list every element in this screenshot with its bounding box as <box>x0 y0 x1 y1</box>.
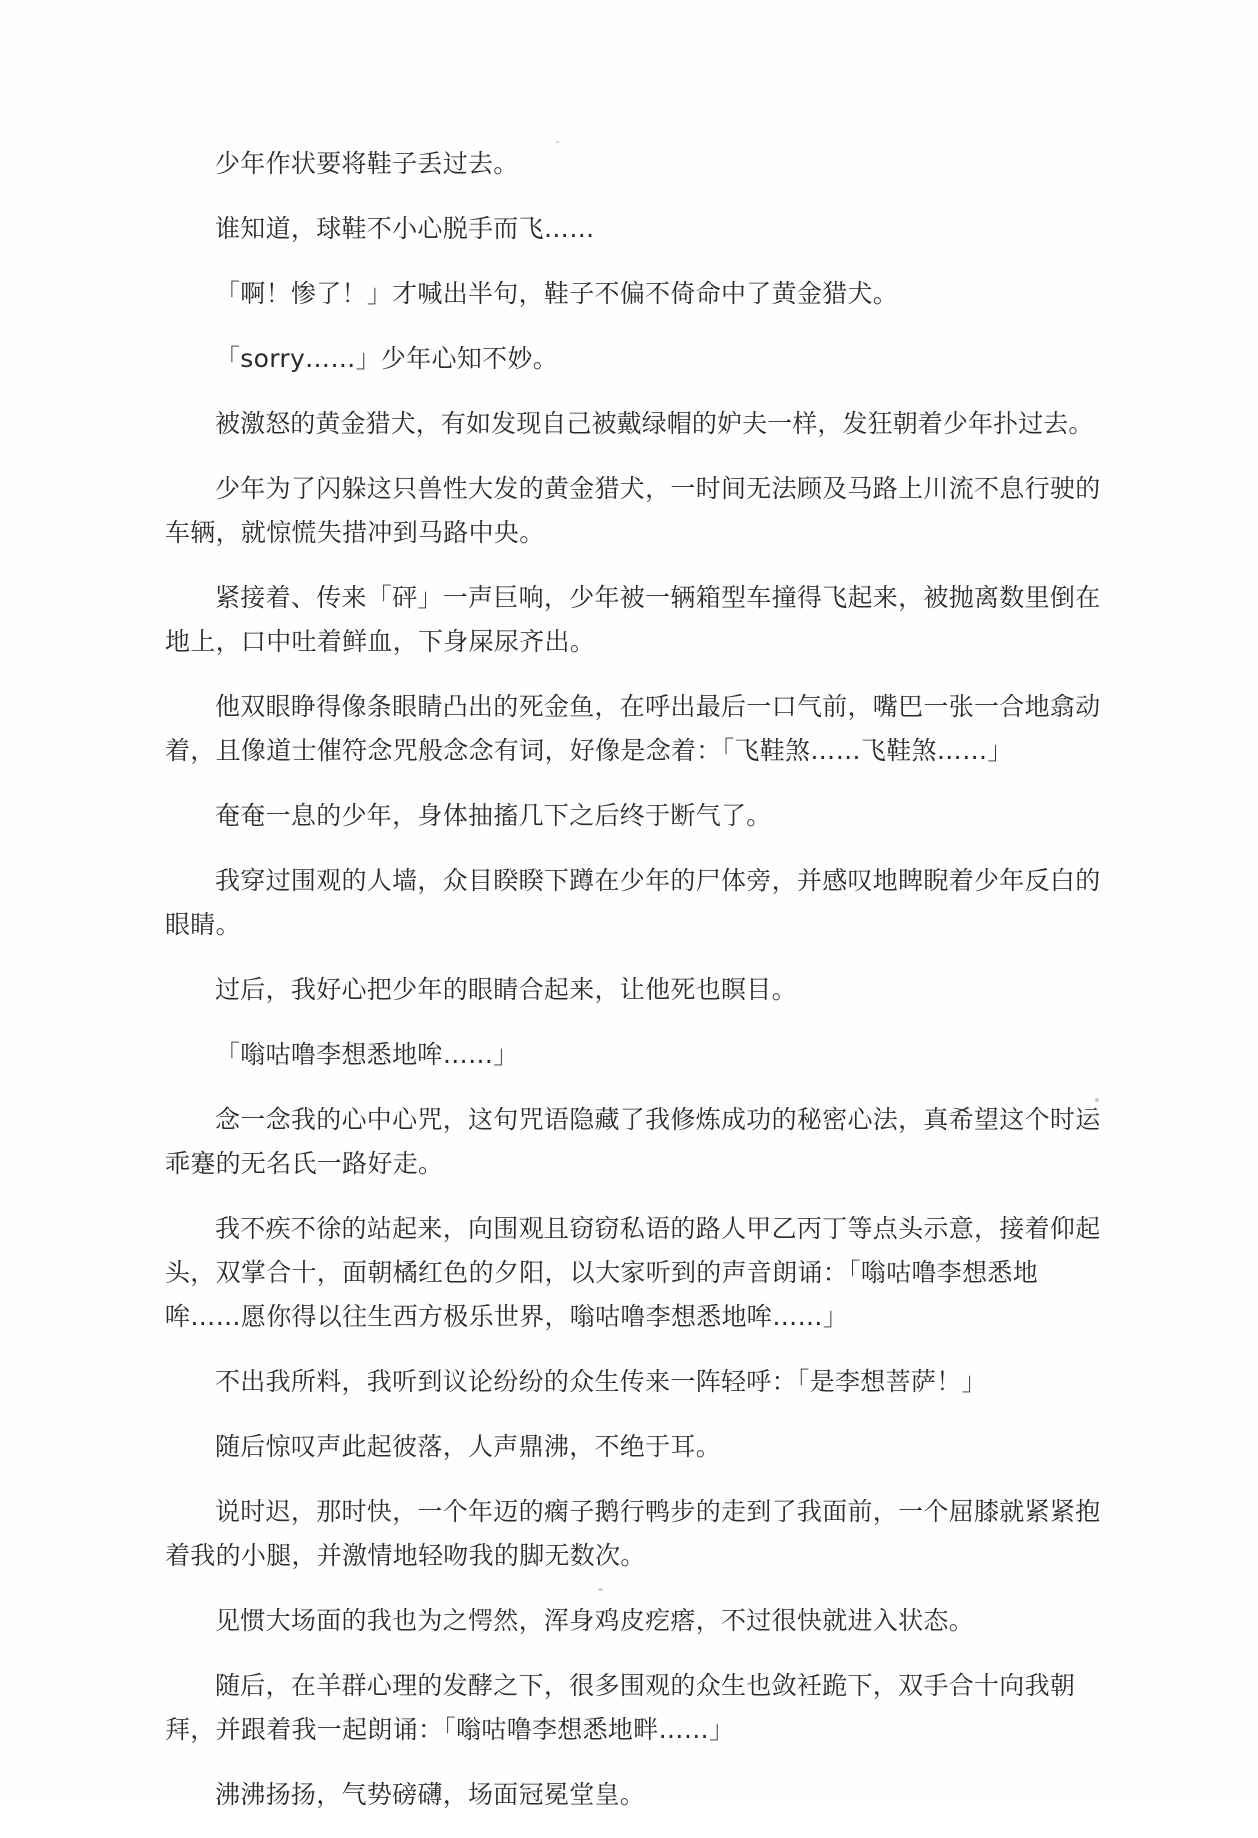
paragraph: 见惯大场面的我也为之愕然，浑身鸡皮疙瘩，不过很快就进入状态。 <box>215 1606 975 1635</box>
paragraph: 随后，在羊群心理的发酵之下，很多围观的众生也敛衽跪下，双手合十向我朝拜，并跟着我一起朗诵：「嗡咕噜李想悉地畔……」 <box>165 1671 1076 1744</box>
paragraph: 少年为了闪躲这只兽性大发的黄金猎犬，一时间无法顾及马路上川流不息行驶的车辆，就惊慌失措冲到马路中央。 <box>165 474 1101 547</box>
paragraph: 紧接着、传来「砰」一声巨响，少年被一辆箱型车撞得飞起来，被抛离数里倒在地上，口中吐着鲜血，下身屎尿齐出。 <box>165 583 1101 656</box>
paragraph: 谁知道，球鞋不小心脱手而飞…… <box>215 214 595 243</box>
paragraph: 「啊！惨了！」才喊出半句，鞋子不偏不倚命中了黄金猎犬。 <box>215 279 899 308</box>
paragraph: 我不疾不徐的站起来，向围观且窃窃私语的路人甲乙丙丁等点头示意，接着仰起头，双掌合十，面朝橘红色的夕阳，以大家听到的声音朗诵：「嗡咕噜李想悉地哞……愿你得以往生西方极乐世界，嗡咕噜李想悉地哞……」 <box>165 1214 1101 1331</box>
paragraph: 他双眼睁得像条眼睛凸出的死金鱼，在呼出最后一口气前，嘴巴一张一合地翕动着，且像道士催符念咒般念念有词，好像是念着：「飞鞋煞……飞鞋煞……」 <box>165 692 1101 765</box>
paragraph: 不出我所料，我听到议论纷纷的众生传来一阵轻呼：「是李想菩萨！」 <box>215 1367 987 1396</box>
paragraph: 沸沸扬扬，气势磅礴，场面冠冕堂皇。 <box>215 1780 646 1809</box>
body-text <box>165 142 1105 1838</box>
paragraph: 过后，我好心把少年的眼睛合起来，让他死也瞑目。 <box>215 975 797 1004</box>
paragraph: 我穿过围观的人墙，众目睽睽下蹲在少年的尸体旁，并感叹地睥睨着少年反白的眼睛。 <box>165 866 1101 939</box>
paragraph: 奄奄一息的少年，身体抽搐几下之后终于断气了。 <box>215 801 772 830</box>
paragraph: 说时迟，那时快，一个年迈的瘸子鹅行鸭步的走到了我面前，一个屈膝就紧紧抱着我的小腿，并激情地轻吻我的脚无数次。 <box>165 1497 1101 1570</box>
paragraph: 被激怒的黄金猎犬，有如发现自己被戴绿帽的妒夫一样，发狂朝着少年扑过去。 <box>215 409 1094 438</box>
paragraph: 念一念我的心中心咒，这句咒语隐藏了我修炼成功的秘密心法，真希望这个时运乖蹇的无名氏一路好走。 <box>165 1105 1101 1178</box>
paragraph: 少年作状要将鞋子丢过去。 <box>215 149 519 178</box>
paragraph: 随后惊叹声此起彼落，人声鼎沸，不绝于耳。 <box>215 1432 722 1461</box>
paragraph: 「嗡咕噜李想悉地哞……」 <box>215 1040 519 1069</box>
paragraph: 「sorry……」少年心知不妙。 <box>215 344 559 373</box>
